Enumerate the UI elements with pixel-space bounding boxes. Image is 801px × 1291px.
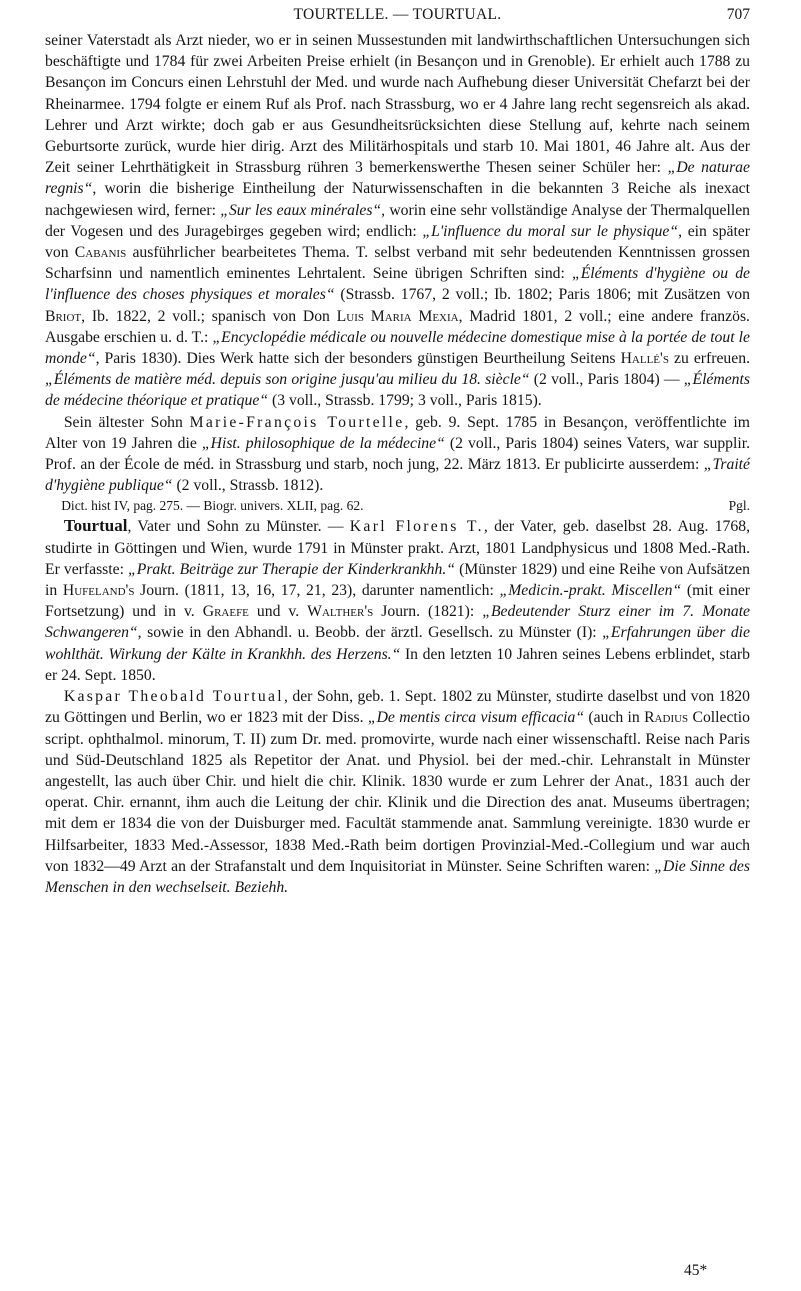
work-title: „Die Sinne des Menschen in den wechselseit. Beziehh.	[45, 857, 750, 896]
work-title: „Medicin.-prakt. Miscellen“	[499, 582, 682, 600]
person-name: Hallé's	[620, 350, 669, 368]
entry-tourtelle-father	[45, 30, 750, 412]
text-run: Journ. (1811, 13, 16, 17, 21, 23), darunter namentlich:	[134, 582, 500, 600]
text-run: (auch in	[584, 709, 645, 727]
person-name: Briot	[45, 307, 82, 325]
work-title: „Traité d'hygiène publique“	[45, 456, 750, 495]
entry-tourtual-father	[45, 515, 750, 686]
text-run: (2 voll., Paris 1804) seines Vaters, war supplir. Prof. an der École de méd. in Strassburg und starb, noch jung, 22. März 1813. Er publicirte ausserdem:	[45, 434, 751, 474]
person-name: Karl Florens T.	[349, 518, 484, 536]
running-head: TOURTELLE. — TOURTUAL.	[293, 6, 502, 23]
work-title: „De naturae regnis“	[45, 159, 750, 198]
text-run: In den letzten 10 Jahren seines Lebens erblindet, starb er 24. Sept. 1850.	[45, 645, 750, 684]
text-run: (2 voll., Paris 1804) —	[529, 371, 684, 389]
text-run: , Vater und Sohn zu Münster. —	[127, 518, 350, 536]
text-run: , Madrid 1801, 2 voll.; eine andere französ. Ausgabe erschien u. d. T.:	[45, 307, 750, 346]
person-name: Radius	[644, 709, 689, 727]
text-run: , worin eine sehr vollständige Analyse der Thermalquellen der Vogesen und des Juragebirges gegeben wird; endlich:	[45, 201, 750, 240]
entry-tourtelle-son	[45, 412, 750, 497]
text-run: , geb. 9. Sept. 1785 in Besançon, veröffentlichte im Alter von 19 Jahren die	[45, 413, 750, 452]
person-name: Luis Maria Mexia	[336, 307, 459, 325]
text-run: , worin die bisherige Eintheilung der Naturwissenschaften in die bekannten 3 Reiche als inexact nachgewiesen wird, ferner:	[45, 180, 750, 219]
text-run: (3 voll., Strassb. 1799; 3 voll., Paris 1815).	[268, 392, 542, 410]
work-title: „Erfahrungen über die wohlthät. Wirkung der Kälte in Krankhh. des Herzens.“	[45, 624, 750, 663]
text-run: (mit einer Fortsetzung) und in v.	[45, 582, 751, 621]
text-run: seiner Vaterstadt als Arzt nieder, wo er in seinen Mussestunden mit landwirthschaftlichen Untersuchungen sich beschäftigte und 1784 für zwei Arbeiten Preise erhielt (in Besançon und in Grenoble). Er erhielt auch 1788 zu Besançon im Concurs einen Lehrstuhl der Med. und wurde nach Aufhebung dieser Universität Chefarzt bei der Rheinarmee. 1794 folgte er einem Ruf als Prof. nach Strassburg, wo er 4 Jahre lang recht segensreich als akad. Lehrer und Arzt wirkte; doch gab er aus Gesundheitsrücksichten diese Stellung auf, kehrte nach seinem Geburtsorte zurück, wurde hier dirig. Arzt des Militärhospitals und starb 10. Mai 1801, 46 Jahre alt. Aus der Zeit seiner Lehrthätigkeit in Strassburg rühren 3 bemerkenswerthe Thesen seiner Schüler her:	[45, 32, 750, 177]
text-run: (Strassb. 1767, 2 voll.; Ib. 1802; Paris 1806; mit Zusätzen von	[334, 286, 750, 304]
text-run: ausführlicher bearbeitetes Thema. T. selbst verband mit sehr bedeutenden Kenntnissen grossen Scharfsinn und namentlich eminentes Lehrtalent. Seine übrigen Schriften sind:	[45, 244, 751, 283]
text-run: (2 voll., Strassb. 1812).	[172, 477, 324, 495]
work-title: „Encyclopédie médicale ou nouvelle médecine domestique mise à la portée de tout le monde“	[45, 328, 750, 368]
text-run: und v.	[248, 603, 308, 621]
person-name: Cabanis	[74, 244, 127, 262]
text-run: , sowie in den Abhandl. u. Beobb. der ärztl. Gesellsch. zu Münster (I):	[137, 624, 603, 642]
text-run: Collectio script. ophthalmol. minorum, T. II) zum Dr. med. promovirte, wurde nach einer wissenschaftl. Reise nach Paris und Süd-Deutschland 1825 als Repetitor der Anat. und Physiol. bei der med.-chir. Lehranstalt in Münster angestellt, las auch über Chir. und hielt die chir. Klinik. 1830 wurde er zum Lehrer der Anat., 1831 auch der operat. Chir. ernannt, ihm auch die Leitung der chir. Klinik und die Direction des anat. Museums übertragen; mit dem er 1834 die von der Duisburger med. Facultät stammende anat. Sammlung vereinigte. 1830 wurde er Hilfsarbeiter, 1833 Med.-Assessor, 1838 Med.-Rath beim dortigen Provinzial-Med.-Collegium und war auch von 1832—49 Arzt an der Strafanstalt und dem Inquisitoriat in Münster. Seine Schriften waren:	[45, 709, 750, 875]
text-run: , Ib. 1822, 2 voll.; spanisch von Don	[81, 307, 337, 325]
person-name: Walther's	[307, 603, 374, 621]
entry-headword: Tourtual	[63, 516, 128, 536]
work-title: „Éléments d'hygiène ou de l'influence des choses physiques et morales“	[45, 265, 750, 304]
work-title: „De mentis circa visum efficacia“	[367, 709, 585, 727]
work-title: „Éléments de médecine théorique et pratique“	[45, 371, 750, 410]
text-run: , Paris 1830). Dies Werk hatte sich der besonders günstigen Beurtheilung Seitens	[95, 350, 621, 368]
text-run: zu erfreuen.	[668, 350, 750, 368]
person-name: Marie-François Tourtelle	[189, 413, 405, 431]
page-body	[45, 30, 750, 898]
person-name: Hufeland's	[62, 582, 135, 600]
text-run: , der Sohn, geb. 1. Sept. 1802 zu Münster, studirte daselbst und von 1820 zu Göttingen und Berlin, wo er 1823 mit der Diss.	[45, 688, 750, 727]
citation-author: Pgl.	[728, 498, 750, 514]
work-title: „Éléments de matière méd. depuis son origine jusqu'au milieu du 18. siècle“	[45, 371, 530, 389]
page-number: 707	[726, 6, 750, 23]
person-name: Graefe	[202, 603, 249, 621]
text-run: Journ. (1821):	[373, 603, 483, 621]
text-run: Sein ältester Sohn	[63, 413, 190, 431]
work-title: „Sur les eaux minérales“	[220, 201, 382, 219]
text-run: (Münster 1829) und eine Reihe von Aufsätzen in	[45, 560, 750, 600]
citation-line	[45, 496, 750, 515]
work-title: „L'influence du moral sur le physique“	[422, 222, 679, 240]
signature-mark: 45*	[684, 1262, 708, 1279]
person-name: Kaspar Theobald Tourtual	[63, 688, 284, 706]
work-title: „Bedeutender Sturz einer im 7. Monate Schwangeren“	[45, 603, 751, 642]
work-title: „Prakt. Beiträge zur Therapie der Kinderkrankhh.“	[128, 560, 456, 578]
entry-tourtual-son	[45, 686, 750, 898]
text-run: , ein später von	[45, 222, 750, 262]
work-title: „Hist. philosophique de la médecine“	[201, 434, 445, 452]
text-run: , der Vater, geb. daselbst 28. Aug. 1768, studirte in Göttingen und Wien, wurde 1791 in Münster prakt. Arzt, 1801 Landphysicus und 1808 Med.-Rath. Er verfasste:	[45, 518, 750, 578]
page-header	[45, 6, 750, 28]
citation-text: Dict. hist IV, pag. 275. — Biogr. univers. XLII, pag. 62.	[61, 498, 364, 514]
